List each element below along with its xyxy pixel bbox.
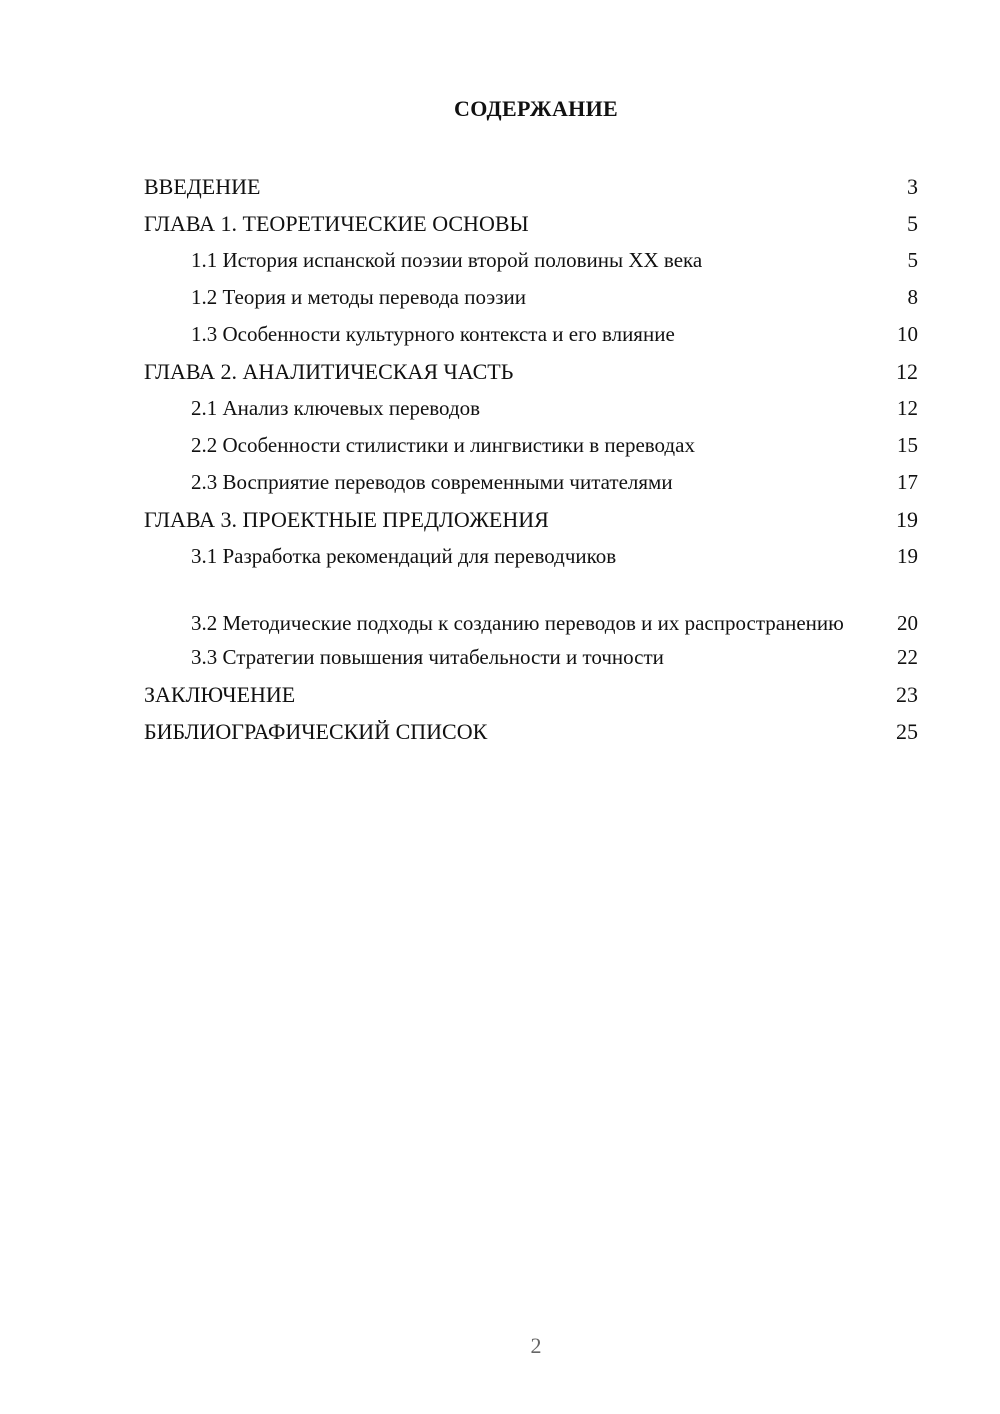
toc-entry-label: ГЛАВА 2. АНАЛИТИЧЕСКАЯ ЧАСТЬ (144, 359, 514, 384)
toc-entry-page: 23 (896, 682, 918, 707)
table-of-contents (144, 168, 918, 750)
toc-entry-label: 2.3 Восприятие переводов современными читателями (191, 470, 673, 494)
toc-entry-section-1-2 (144, 279, 918, 316)
toc-entry-label: ГЛАВА 1. ТЕОРЕТИЧЕСКИЕ ОСНОВЫ (144, 211, 529, 236)
toc-entry-page: 5 (907, 211, 918, 236)
toc-entry-label: 1.1 История испанской поэзии второй половины XX века (191, 248, 703, 272)
toc-entry-introduction (144, 168, 918, 205)
toc-entry-page: 12 (896, 359, 918, 384)
toc-entry-page: 3 (907, 174, 918, 199)
toc-entry-section-1-1 (144, 242, 918, 279)
toc-entry-section-3-3 (144, 639, 918, 676)
toc-entry-label: 3.3 Стратегии повышения читабельности и точности (191, 645, 664, 669)
toc-entry-section-3-1 (144, 538, 918, 575)
toc-entry-page: 17 (897, 470, 918, 494)
toc-entry-section-1-3 (144, 316, 918, 353)
toc-entry-conclusion (144, 676, 918, 713)
page-number: 2 (530, 1333, 542, 1358)
toc-entry-page: 5 (907, 248, 918, 272)
toc-entry-label: 1.3 Особенности культурного контекста и его влияние (191, 322, 675, 346)
toc-entry-chapter-2 (144, 353, 918, 390)
toc-entry-page: 20 (897, 611, 918, 635)
toc-entry-page: 8 (907, 285, 918, 309)
toc-entry-label: 3.2 Методические подходы к созданию переводов и их распространению (191, 611, 844, 635)
toc-entry-chapter-3 (144, 501, 918, 538)
toc-entry-page: 10 (897, 322, 918, 346)
toc-entry-section-2-2 (144, 427, 918, 464)
toc-entry-page: 22 (897, 645, 918, 669)
toc-entry-label: БИБЛИОГРАФИЧЕСКИЙ СПИСОК (144, 719, 488, 744)
toc-entry-bibliography (144, 713, 918, 750)
toc-entry-section-2-3 (144, 464, 918, 501)
toc-entry-section-2-1 (144, 390, 918, 427)
toc-entry-page: 15 (897, 433, 918, 457)
toc-entry-label: ЗАКЛЮЧЕНИЕ (144, 682, 296, 707)
toc-entry-page: 19 (897, 544, 918, 568)
toc-entry-label: ГЛАВА 3. ПРОЕКТНЫЕ ПРЕДЛОЖЕНИЯ (144, 507, 549, 532)
toc-entry-section-3-2 (144, 575, 918, 639)
toc-entry-label: 2.1 Анализ ключевых переводов (191, 396, 481, 420)
toc-entry-label: 2.2 Особенности стилистики и лингвистики в переводах (191, 433, 695, 457)
page-title: СОДЕРЖАНИЕ (454, 96, 618, 121)
toc-entry-label: 1.2 Теория и методы перевода поэзии (191, 285, 527, 309)
toc-entry-page: 25 (896, 719, 918, 744)
toc-entry-label: ВВЕДЕНИЕ (144, 174, 261, 199)
toc-entry-label: 3.1 Разработка рекомендаций для переводчиков (191, 544, 617, 568)
toc-entry-page: 19 (896, 507, 918, 532)
toc-entry-page: 12 (897, 396, 918, 420)
toc-entry-chapter-1 (144, 205, 918, 242)
